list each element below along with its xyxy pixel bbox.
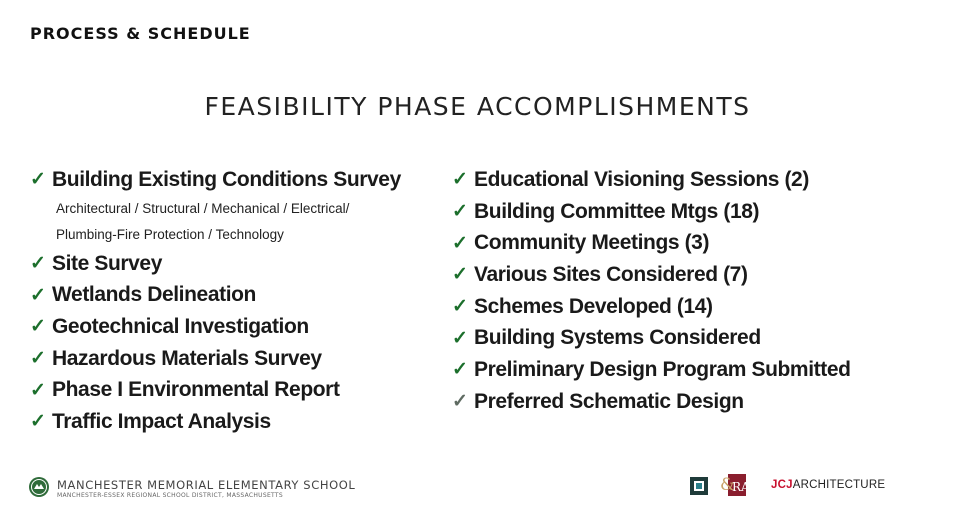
item-label: Phase I Environmental Report [52, 378, 340, 402]
list-item-geotechnical-investigation [30, 311, 430, 343]
right-accomplishment-list [452, 164, 892, 418]
list-item-building-committee [452, 196, 892, 228]
list-item-phase-i-environmental [30, 374, 430, 406]
item-subtext: Plumbing-Fire Protection / Technology [56, 227, 284, 243]
checkmark-icon: ✓ [452, 296, 468, 318]
list-item-schemes-developed [452, 291, 892, 323]
list-item-building-systems [452, 322, 892, 354]
list-item-educational-visioning [452, 164, 892, 196]
checkmark-icon: ✓ [452, 359, 468, 381]
checkmark-icon: ✓ [30, 253, 46, 275]
item-subtext: Architectural / Structural / Mechanical / Electrical/ [56, 201, 350, 217]
checkmark-icon: ✓ [30, 169, 46, 191]
list-item-hazardous-materials [30, 343, 430, 375]
list-item-community-meetings [452, 227, 892, 259]
item-label: Site Survey [52, 251, 162, 275]
school-name: MANCHESTER MEMORIAL ELEMENTARY SCHOOL [57, 478, 356, 492]
firm-logo [771, 479, 885, 491]
checkmark-icon: ✓ [30, 316, 46, 338]
item-label: Various Sites Considered (7) [474, 262, 748, 286]
item-label: Building Systems Considered [474, 326, 761, 350]
left-accomplishment-list [30, 164, 430, 438]
list-item-preliminary-design-program [452, 354, 892, 386]
item-label: Preliminary Design Program Submitted [474, 357, 851, 381]
item-label: Educational Visioning Sessions (2) [474, 167, 809, 191]
list-item-various-sites [452, 259, 892, 291]
item-label: Preferred Schematic Design [474, 389, 744, 413]
svg-text:&: & [720, 475, 736, 495]
item-label: Wetlands Delineation [52, 283, 256, 307]
partner-monogram-logo-icon [719, 473, 750, 499]
checkmark-icon: ✓ [452, 264, 468, 286]
checkmark-icon: ✓ [452, 327, 468, 349]
item-label: Traffic Impact Analysis [52, 409, 271, 433]
item-label: Building Committee Mtgs (18) [474, 199, 760, 223]
checkmark-icon: ✓ [30, 284, 46, 306]
checkmark-icon: ✓ [30, 348, 46, 370]
checkmark-icon: ✓ [452, 169, 468, 191]
checkmark-icon: ✓ [452, 232, 468, 254]
item-label: Hazardous Materials Survey [52, 346, 322, 370]
district-name: MANCHESTER-ESSEX REGIONAL SCHOOL DISTRICT, MASSACHUSETTS [57, 492, 283, 499]
checkmark-icon: ✓ [30, 379, 46, 401]
school-seal-icon [28, 476, 50, 498]
firm-logo-suffix: ARCHITECTURE [792, 479, 886, 491]
item-label: Community Meetings (3) [474, 231, 710, 255]
list-item-wetlands-delineation [30, 279, 430, 311]
list-item-building-existing-conditions [30, 164, 430, 196]
item-label: Schemes Developed (14) [474, 294, 713, 318]
list-item-traffic-impact [30, 406, 430, 438]
list-item-preferred-schematic [452, 386, 892, 418]
section-label: PROCESS & SCHEDULE [30, 24, 251, 43]
checkmark-icon: ✓ [30, 411, 46, 433]
item-label: Geotechnical Investigation [52, 314, 309, 338]
list-item-site-survey [30, 248, 430, 280]
square-logo-icon [689, 476, 709, 496]
slide-title: FEASIBILITY PHASE ACCOMPLISHMENTS [204, 92, 751, 121]
checkmark-icon: ✓ [452, 391, 468, 413]
svg-text:RA: RA [732, 480, 750, 494]
firm-logo-prefix: JCJ [771, 479, 793, 491]
item-label: Building Existing Conditions Survey [52, 167, 401, 191]
checkmark-icon: ✓ [452, 201, 468, 223]
